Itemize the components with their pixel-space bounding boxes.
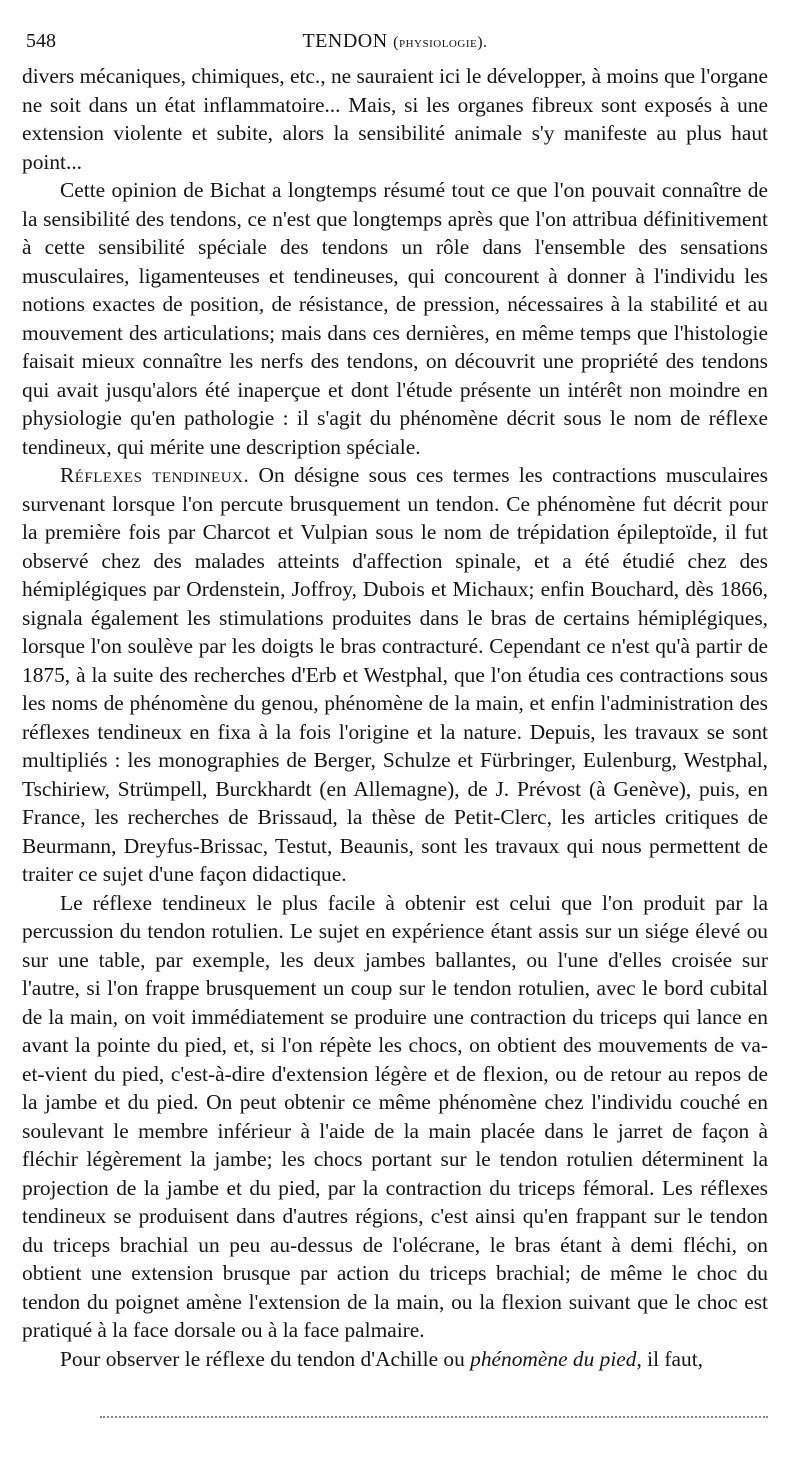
running-head-subtitle: (physiologie). [393, 34, 488, 51]
page-header [22, 26, 768, 56]
paragraph-achille-after: , il faut, [636, 1346, 704, 1371]
paragraph-achille-before: Pour observer le réflexe du tendon d'Achille ou [60, 1346, 471, 1371]
body-text [22, 62, 768, 1373]
paragraph-reflexes [22, 461, 768, 889]
page [22, 26, 768, 1373]
paragraph-achille-emphasis: phénomène du pied [470, 1346, 637, 1371]
footer-rule [100, 1416, 768, 1418]
section-heading: Réflexes tendineux. [60, 463, 250, 487]
page-number: 548 [26, 30, 56, 52]
running-head-title: TENDON [302, 30, 388, 52]
paragraph-bichat: Cette opinion de Bichat a longtemps résumé tout ce que l'on pouvait connaître de la sensibilité des tendons, ce n'est que longtemps après que l'on attribua définitivement à cette sensibilité spéciale des tendons un rôle dans l'ensemble des sensations musculaires, ligamenteuses et tendineuses, qui concourent à donner à l'individu les notions exactes de position, de résistance, de pression, nécessaires à la stabilité et au mouvement des articulations; mais dans ces dernières, en même temps que l'histologie faisait mieux connaître les nerfs des tendons, on découvrit une propriété des tendons qui avait jusqu'alors été inaperçue et dont l'étude présente un intérêt non moindre en physiologie qu'en pathologie : il s'agit du phénomène décrit sous le nom de réflexe tendineux, qui mérite une description spéciale. [22, 178, 768, 459]
paragraph-continued: divers mécaniques, chimiques, etc., ne sauraient ici le développer, à moins que l'organe ne soit dans un état inflammatoire... Mais, si les organes fibreux sont exposés à une extension violente et subite, alors la sensibilité animale s'y manifeste au plus haut point... [22, 64, 768, 174]
paragraph-achille [22, 1345, 768, 1374]
running-head [22, 26, 768, 58]
paragraph-rotulien: Le réflexe tendineux le plus facile à obtenir est celui que l'on produit par la percussion du tendon rotulien. Le sujet en expérience étant assis sur un siége élevé ou sur une table, par exemple, les deux jambes ballantes, ou l'une d'elles croisée sur l'autre, si l'on frappe brusquement un coup sur le tendon rotulien, avec le bord cubital de la main, on voit immédiatement se produire une contraction du triceps qui lance en avant la pointe du pied, et, si l'on répète les chocs, on obtient des mouvements de va-et-vient du pied, c'est-à-dire d'extension légère et de flexion, ou de retour au repos de la jambe et du pied. On peut obtenir ce même phénomène chez l'individu couché en soulevant le membre inférieur à l'aide de la main placée dans le jarret de façon à fléchir légèrement la jambe; les chocs portant sur le tendon rotulien déterminent la projection de la jambe et du pied, par la contraction du triceps fémoral. Les réflexes tendineux se produisent dans d'autres régions, c'est ainsi qu'en frappant sur le tendon du triceps brachial un peu au-dessus de l'olécrane, le bras étant à demi fléchi, on obtient une extension brusque par action du triceps brachial; de même le choc du tendon du poignet amène l'extension de la main, ou la flexion suivant que le choc est pratiqué à la face dorsale ou à la face palmaire. [22, 890, 768, 1342]
paragraph-reflexes-text: On désigne sous ces termes les contractions musculaires survenant lorsque l'on percute brusquement un tendon. Ce phénomène fut décrit pour la première fois par Charcot et Vulpian sous le nom de trépidation épileptoïde, il fut observé chez des malades atteints d'affection spinale, et a été étudié chez des hémiplégiques par Ordenstein, Joffroy, Dubois et Michaux; enfin Bouchard, dès 1866, signala également les stimulations produites dans le bras de certains hémiplégiques, lorsque l'on soulève par les doigts le bras contracturé. Cependant ce n'est qu'à partir de 1875, à la suite des recherches d'Erb et Westphal, que l'on étudia ces contractions sous les noms de phénomène du genou, phénomène de la main, et enfin l'administration des réflexes tendineux en fixa à la fois l'origine et la nature. Depuis, les travaux se sont multipliés : les monographies de Berger, Schulze et Fürbringer, Eulenburg, Westphal, Tschiriew, Strümpell, Burckhardt (en Allemagne), de J. Prévost (à Genève), puis, en France, les recherches de Brissaud, la thèse de Petit-Clerc, les articles critiques de Beurmann, Dreyfus-Brissac, Testut, Beaunis, sont les travaux qui nous permettent de traiter ce sujet d'une façon didactique. [22, 463, 768, 886]
